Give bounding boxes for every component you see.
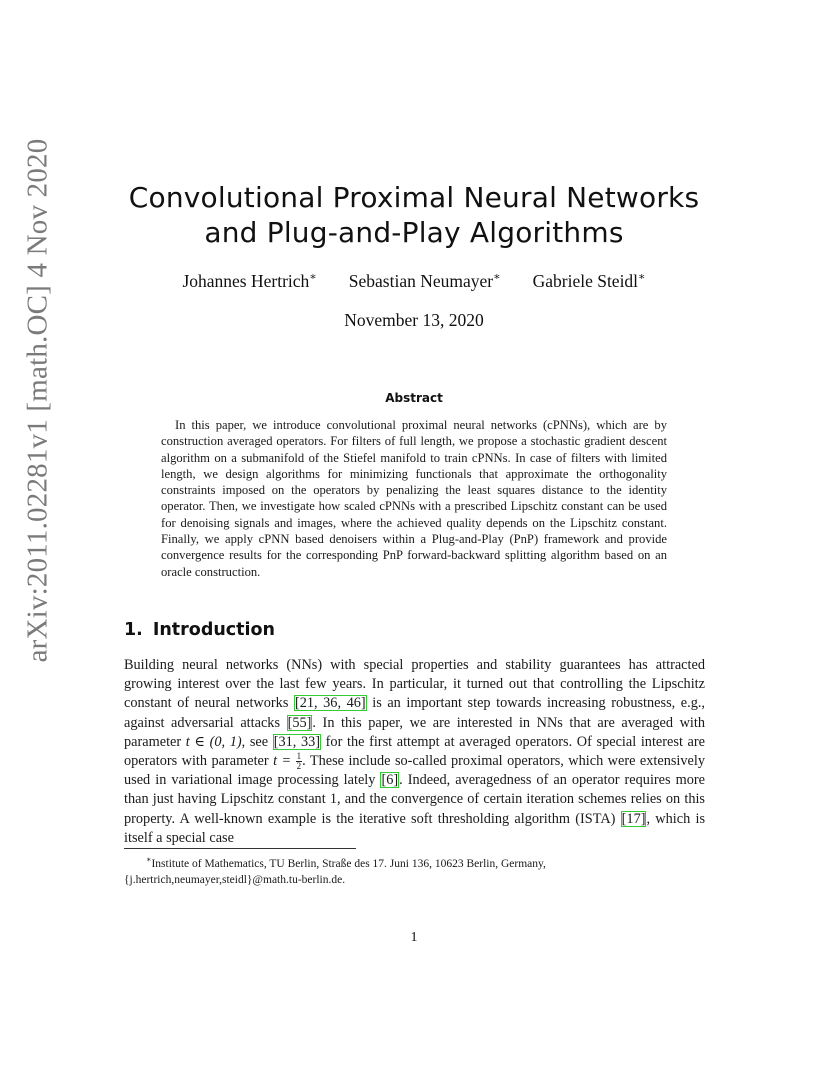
publication-date: November 13, 2020 [344,310,484,330]
page-number: 1 [410,930,418,945]
footnote-emails: {j.hertrich,neumayer,steidl}@math.tu-berlin.de. [124,873,346,886]
abstract-text: In this paper, we introduce convolutional proximal neural networks (cPNNs), which are by construction averaged operators. For filters of full length, we propose a stochastic gradient descent algorithm on a submanifold of the Stiefel manifold to train cPNNs. In case of filters with limited length, we design algorithms for minimizing functionals that approximate the orthogonality constraints imposed on the operators by penalizing the least squares distance to the identity operator. Then, we investigate how scaled cPNNs with a prescribed Lipschitz constant can be used for denoising signals and images, where the achieved quality depends on the Lipschitz constant. Finally, we apply cPNN based denoisers within a Plug-and-Play (PnP) framework and provide convergence results for the corresponding PnP forward-backward splitting algorithm based on an oracle construction. [161,418,667,579]
section-title: Introduction [152,620,276,640]
paper-title-line-1: Convolutional Proximal Neural Networks [128,181,700,214]
math-inline: t ∈ (0, 1) [185,733,242,750]
paper-title [100,180,728,250]
author-footnote-mark: ∗ [493,271,501,283]
arxiv-identifier: arXiv:2011.02281v1 [math.OC] 4 Nov 2020 [21,138,54,663]
paper-title-line-2: and Plug-and-Play Algorithms [204,216,624,249]
citation-link[interactable]: [6] [381,772,399,789]
fraction-one-half: $\frac{1}{2}$ [296,751,302,772]
author-footnote-mark: ∗ [638,271,646,283]
citation-link[interactable]: [31, 33] [273,733,321,750]
citation-link[interactable]: [55] [287,714,312,731]
footnote-divider [124,848,356,849]
author-footnote-mark: ∗ [309,271,317,283]
author: Sebastian Neumayer∗ [348,271,501,291]
citation-link[interactable]: [21, 36, 46] [294,695,366,712]
author: Johannes Hertrich∗ [182,271,317,291]
section-heading [124,620,275,640]
introduction-paragraph: Building neural networks (NNs) with special properties and stability guarantees has attracted growing interest over the last few years. In particular, it turned out that controlling the Lipschitz constant of neural networks [21, 36, 46] is an important step towards increasing robustness, e.g., against adversarial attacks [55]. In this paper, we are interested in NNs that are averaged with parameter t ∈ (0, 1), see [31, 33] for the first attempt at averaged operators. Of special interest are operators with parameter t = $\frac{1}{2}$ . These include so-called proximal operators, which were extensively used in variational image processing lately [6]. Indeed, averagedness of an operator requires more than just having Lipschitz constant 1, and the convergence of certain iteration schemes relies on this property. A well-known example is the iterative soft thresholding algorithm (ISTA) [17], which is itself a special case [124,657,706,846]
author: Gabriele Steidl∗ [532,271,646,291]
citation-link[interactable]: [17] [621,810,646,827]
footnote [124,852,705,888]
section-number: 1. [124,620,143,640]
abstract-heading: Abstract [385,391,443,405]
footnote-mark: ∗ [146,855,152,864]
footnote-affiliation: Institute of Mathematics, TU Berlin, Straße des 17. Juni 136, 10623 Berlin, Germany, [151,858,546,870]
author-list [100,270,728,292]
arxiv-identifier-sidebar [12,14,64,784]
math-inline: t = [273,753,292,770]
